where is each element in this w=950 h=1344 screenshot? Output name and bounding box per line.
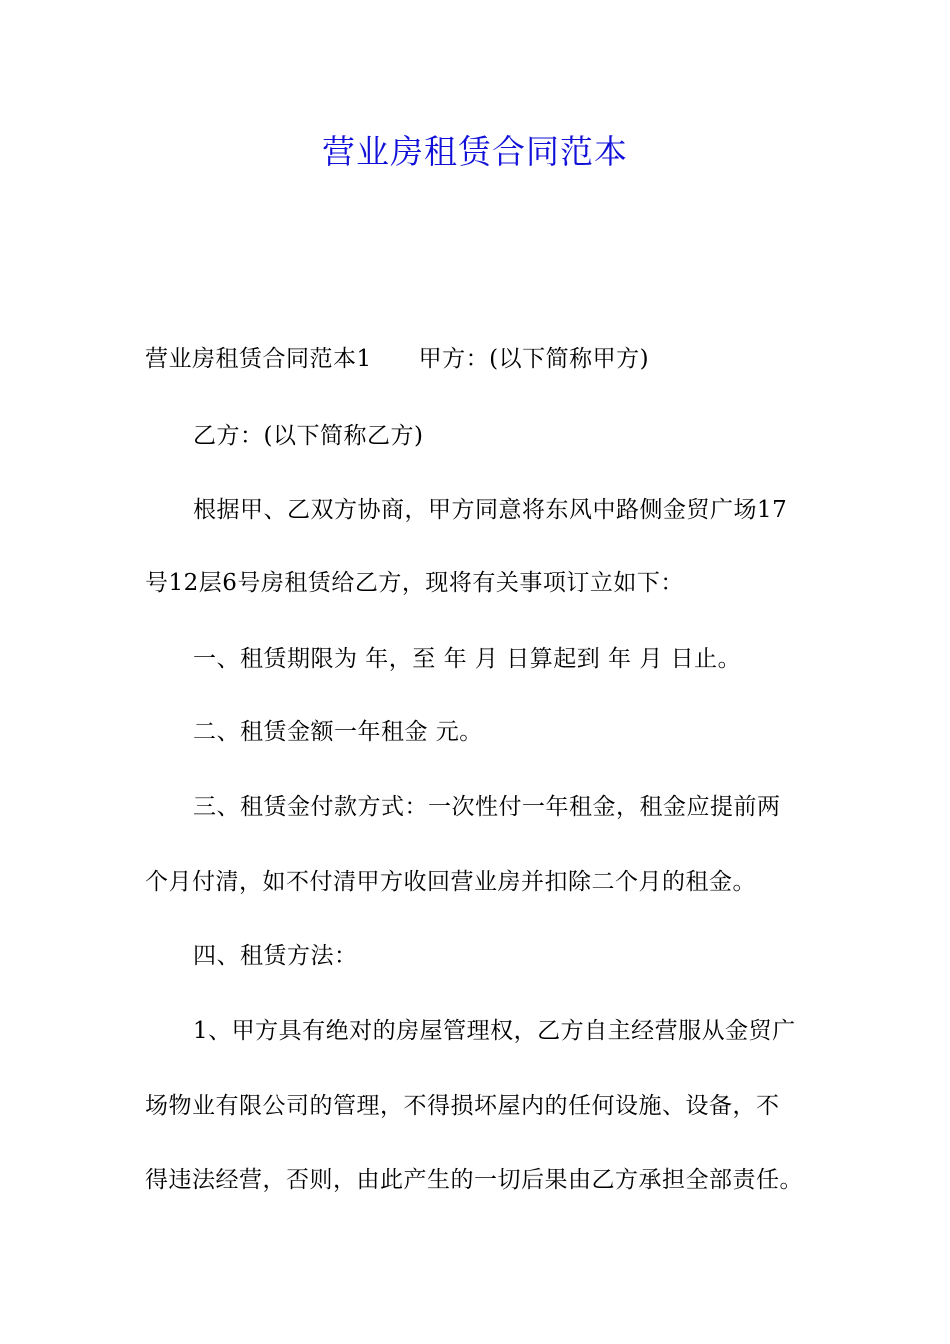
paragraph-line: 1、甲方具有绝对的房屋管理权，乙方自主经营服从金贸广 xyxy=(193,1018,796,1044)
paragraph-line: 四、租赁方法： xyxy=(193,943,358,969)
paragraph-line: 营业房租赁合同范本1 甲方：(以下简称甲方) xyxy=(145,346,650,372)
paragraph-line: 二、租赁金额一年租金 元。 xyxy=(193,719,483,745)
document-title: 营业房租赁合同范本 xyxy=(322,132,628,171)
paragraph-line: 得违法经营，否则，由此产生的一切后果由乙方承担全部责任。 xyxy=(145,1167,803,1193)
paragraph-line: 场物业有限公司的管理，不得损坏屋内的任何设施、设备，不 xyxy=(145,1093,780,1119)
paragraph-line: 一、租赁期限为 年，至 年 月 日算起到 年 月 日止。 xyxy=(193,646,742,672)
paragraph-line: 根据甲、乙双方协商，甲方同意将东风中路侧金贸广场17 xyxy=(193,497,788,523)
paragraph-line: 个月付清，如不付清甲方收回营业房并扣除二个月的租金。 xyxy=(145,869,756,895)
paragraph-line: 乙方：(以下简称乙方) xyxy=(193,423,424,449)
paragraph-line: 号12层6号房租赁给乙方，现将有关事项订立如下： xyxy=(145,570,684,596)
paragraph-line: 三、租赁金付款方式：一次性付一年租金，租金应提前两 xyxy=(193,794,781,820)
